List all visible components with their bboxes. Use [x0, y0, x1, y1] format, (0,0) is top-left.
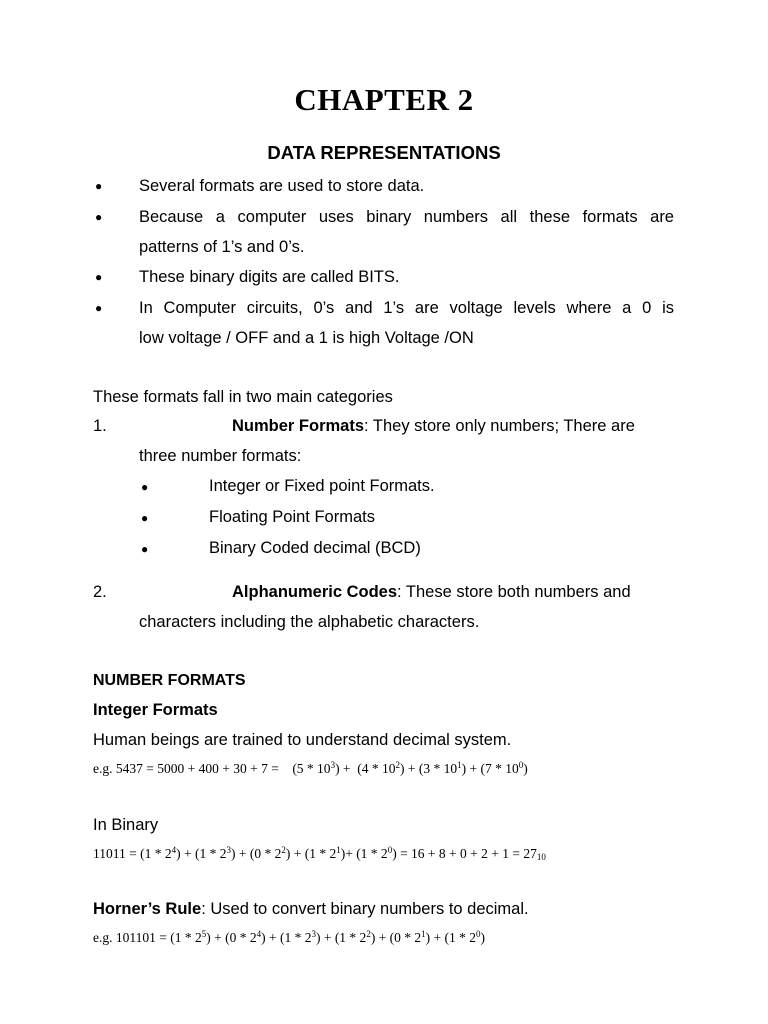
- equation-term: ) +: [335, 761, 351, 776]
- equation-result: = 16 + 8 + 0 + 2 + 1 = 27: [400, 846, 537, 861]
- integer-text: Human beings are trained to understand decimal system.: [93, 731, 512, 749]
- exponent: 1: [457, 760, 462, 770]
- base-subscript: 10: [536, 852, 546, 862]
- equation-term: ) +: [285, 846, 302, 861]
- equation-prefix: e.g. 101101 =: [93, 930, 167, 945]
- bullet-text: Because a computer uses binary numbers all these formats are: [139, 208, 674, 226]
- equation-term: (7 * 10: [480, 761, 519, 776]
- item-description: : These store both numbers and: [397, 583, 631, 601]
- bullet-icon: ●: [95, 301, 103, 315]
- exponent: 4: [256, 929, 262, 939]
- equation-term: ) +: [261, 930, 277, 945]
- chapter-title: CHAPTER 2: [294, 82, 474, 117]
- exponent: 0: [518, 760, 524, 770]
- item-heading: Number Formats: [232, 417, 365, 435]
- bullet-icon: ●: [95, 179, 103, 193]
- equation-term: (3 * 10: [418, 761, 458, 776]
- item-description: : They store only numbers; There are: [364, 417, 635, 435]
- bullet-icon: ●: [141, 511, 149, 525]
- equation-term: (1 * 2: [356, 846, 388, 861]
- exponent: 2: [395, 760, 401, 770]
- equation-term: (1 * 2: [279, 930, 312, 945]
- equation-term: ) +: [461, 761, 478, 776]
- sub-item-text: Floating Point Formats: [209, 508, 375, 526]
- equation-term: )+: [340, 846, 353, 861]
- in-binary-label: In Binary: [93, 816, 159, 834]
- exponent: 5: [201, 929, 207, 939]
- equation-term: ) +: [425, 930, 442, 945]
- exponent: 3: [311, 929, 316, 939]
- exponent: 3: [226, 845, 231, 855]
- equation-term: ) +: [206, 930, 222, 945]
- item-text: [232, 417, 635, 436]
- decimal-example-equation: [93, 761, 528, 777]
- exponent: 0: [476, 929, 481, 939]
- equation-term: (0 * 2: [225, 930, 257, 945]
- exponent: 0: [387, 845, 393, 855]
- item-text: [232, 583, 631, 602]
- horner-rule-line: [93, 900, 529, 919]
- equation-prefix: e.g. 5437 = 5000 + 400 + 30 + 7 =: [93, 761, 279, 776]
- horner-example-equation: [93, 930, 485, 946]
- number-formats-heading: NUMBER FORMATS: [93, 672, 246, 689]
- equation-prefix: 11011 =: [93, 846, 137, 861]
- equation-term: (1 * 2: [194, 846, 227, 861]
- exponent: 1: [336, 845, 341, 855]
- item-text-continued: three number formats:: [139, 447, 302, 465]
- bullet-text: Several formats are used to store data.: [139, 177, 425, 195]
- exponent: 4: [171, 845, 177, 855]
- item-text-continued: characters including the alphabetic characters.: [139, 613, 480, 631]
- exponent: 2: [366, 929, 371, 939]
- item-number: 2.: [93, 583, 107, 601]
- equation-term: (1 * 2: [140, 846, 172, 861]
- equation-term: ) +: [230, 846, 247, 861]
- bullet-icon: ●: [95, 210, 103, 224]
- bullet-text-continued: patterns of 1’s and 0’s.: [139, 238, 305, 256]
- equation-term: ): [480, 930, 486, 945]
- equation-term: ) +: [176, 846, 192, 861]
- horner-text: : Used to convert binary numbers to decimal.: [201, 900, 529, 918]
- bullet-icon: ●: [141, 542, 149, 556]
- equation-term: ) +: [400, 761, 416, 776]
- exponent: 3: [330, 760, 336, 770]
- equation-term: (1 * 2: [334, 930, 367, 945]
- equation-term: ): [523, 761, 528, 776]
- equation-term: (4 * 10: [357, 761, 396, 776]
- bullet-icon: ●: [141, 480, 149, 494]
- equation-term: (1 * 2: [170, 930, 202, 945]
- bullet-icon: ●: [95, 270, 103, 284]
- integer-formats-heading: Integer Formats: [93, 701, 218, 719]
- bullet-text-continued: low voltage / OFF and a 1 is high Voltage /ON: [139, 329, 474, 347]
- horner-heading: Horner’s Rule: [93, 900, 202, 918]
- item-number: 1.: [93, 417, 107, 435]
- bullet-text: In Computer circuits, 0’s and 1’s are voltage levels where a 0 is: [139, 299, 674, 317]
- equation-term: (1 * 2: [304, 846, 337, 861]
- equation-term: ): [392, 846, 397, 861]
- sub-item-text: Binary Coded decimal (BCD): [209, 539, 421, 557]
- categories-intro: These formats fall in two main categories: [93, 388, 393, 406]
- equation-term: (5 * 10: [292, 761, 331, 776]
- equation-term: (1 * 2: [444, 930, 477, 945]
- equation-term: (0 * 2: [249, 846, 282, 861]
- binary-example-equation: [93, 846, 546, 862]
- equation-term: ) +: [370, 930, 387, 945]
- exponent: 1: [421, 929, 426, 939]
- exponent: 2: [281, 845, 286, 855]
- equation-term: (0 * 2: [389, 930, 422, 945]
- bullet-text: These binary digits are called BITS.: [139, 268, 400, 286]
- item-heading: Alphanumeric Codes: [232, 583, 398, 601]
- section-title: DATA REPRESENTATIONS: [267, 142, 501, 163]
- equation-term: ) +: [315, 930, 332, 945]
- sub-item-text: Integer or Fixed point Formats.: [209, 477, 435, 495]
